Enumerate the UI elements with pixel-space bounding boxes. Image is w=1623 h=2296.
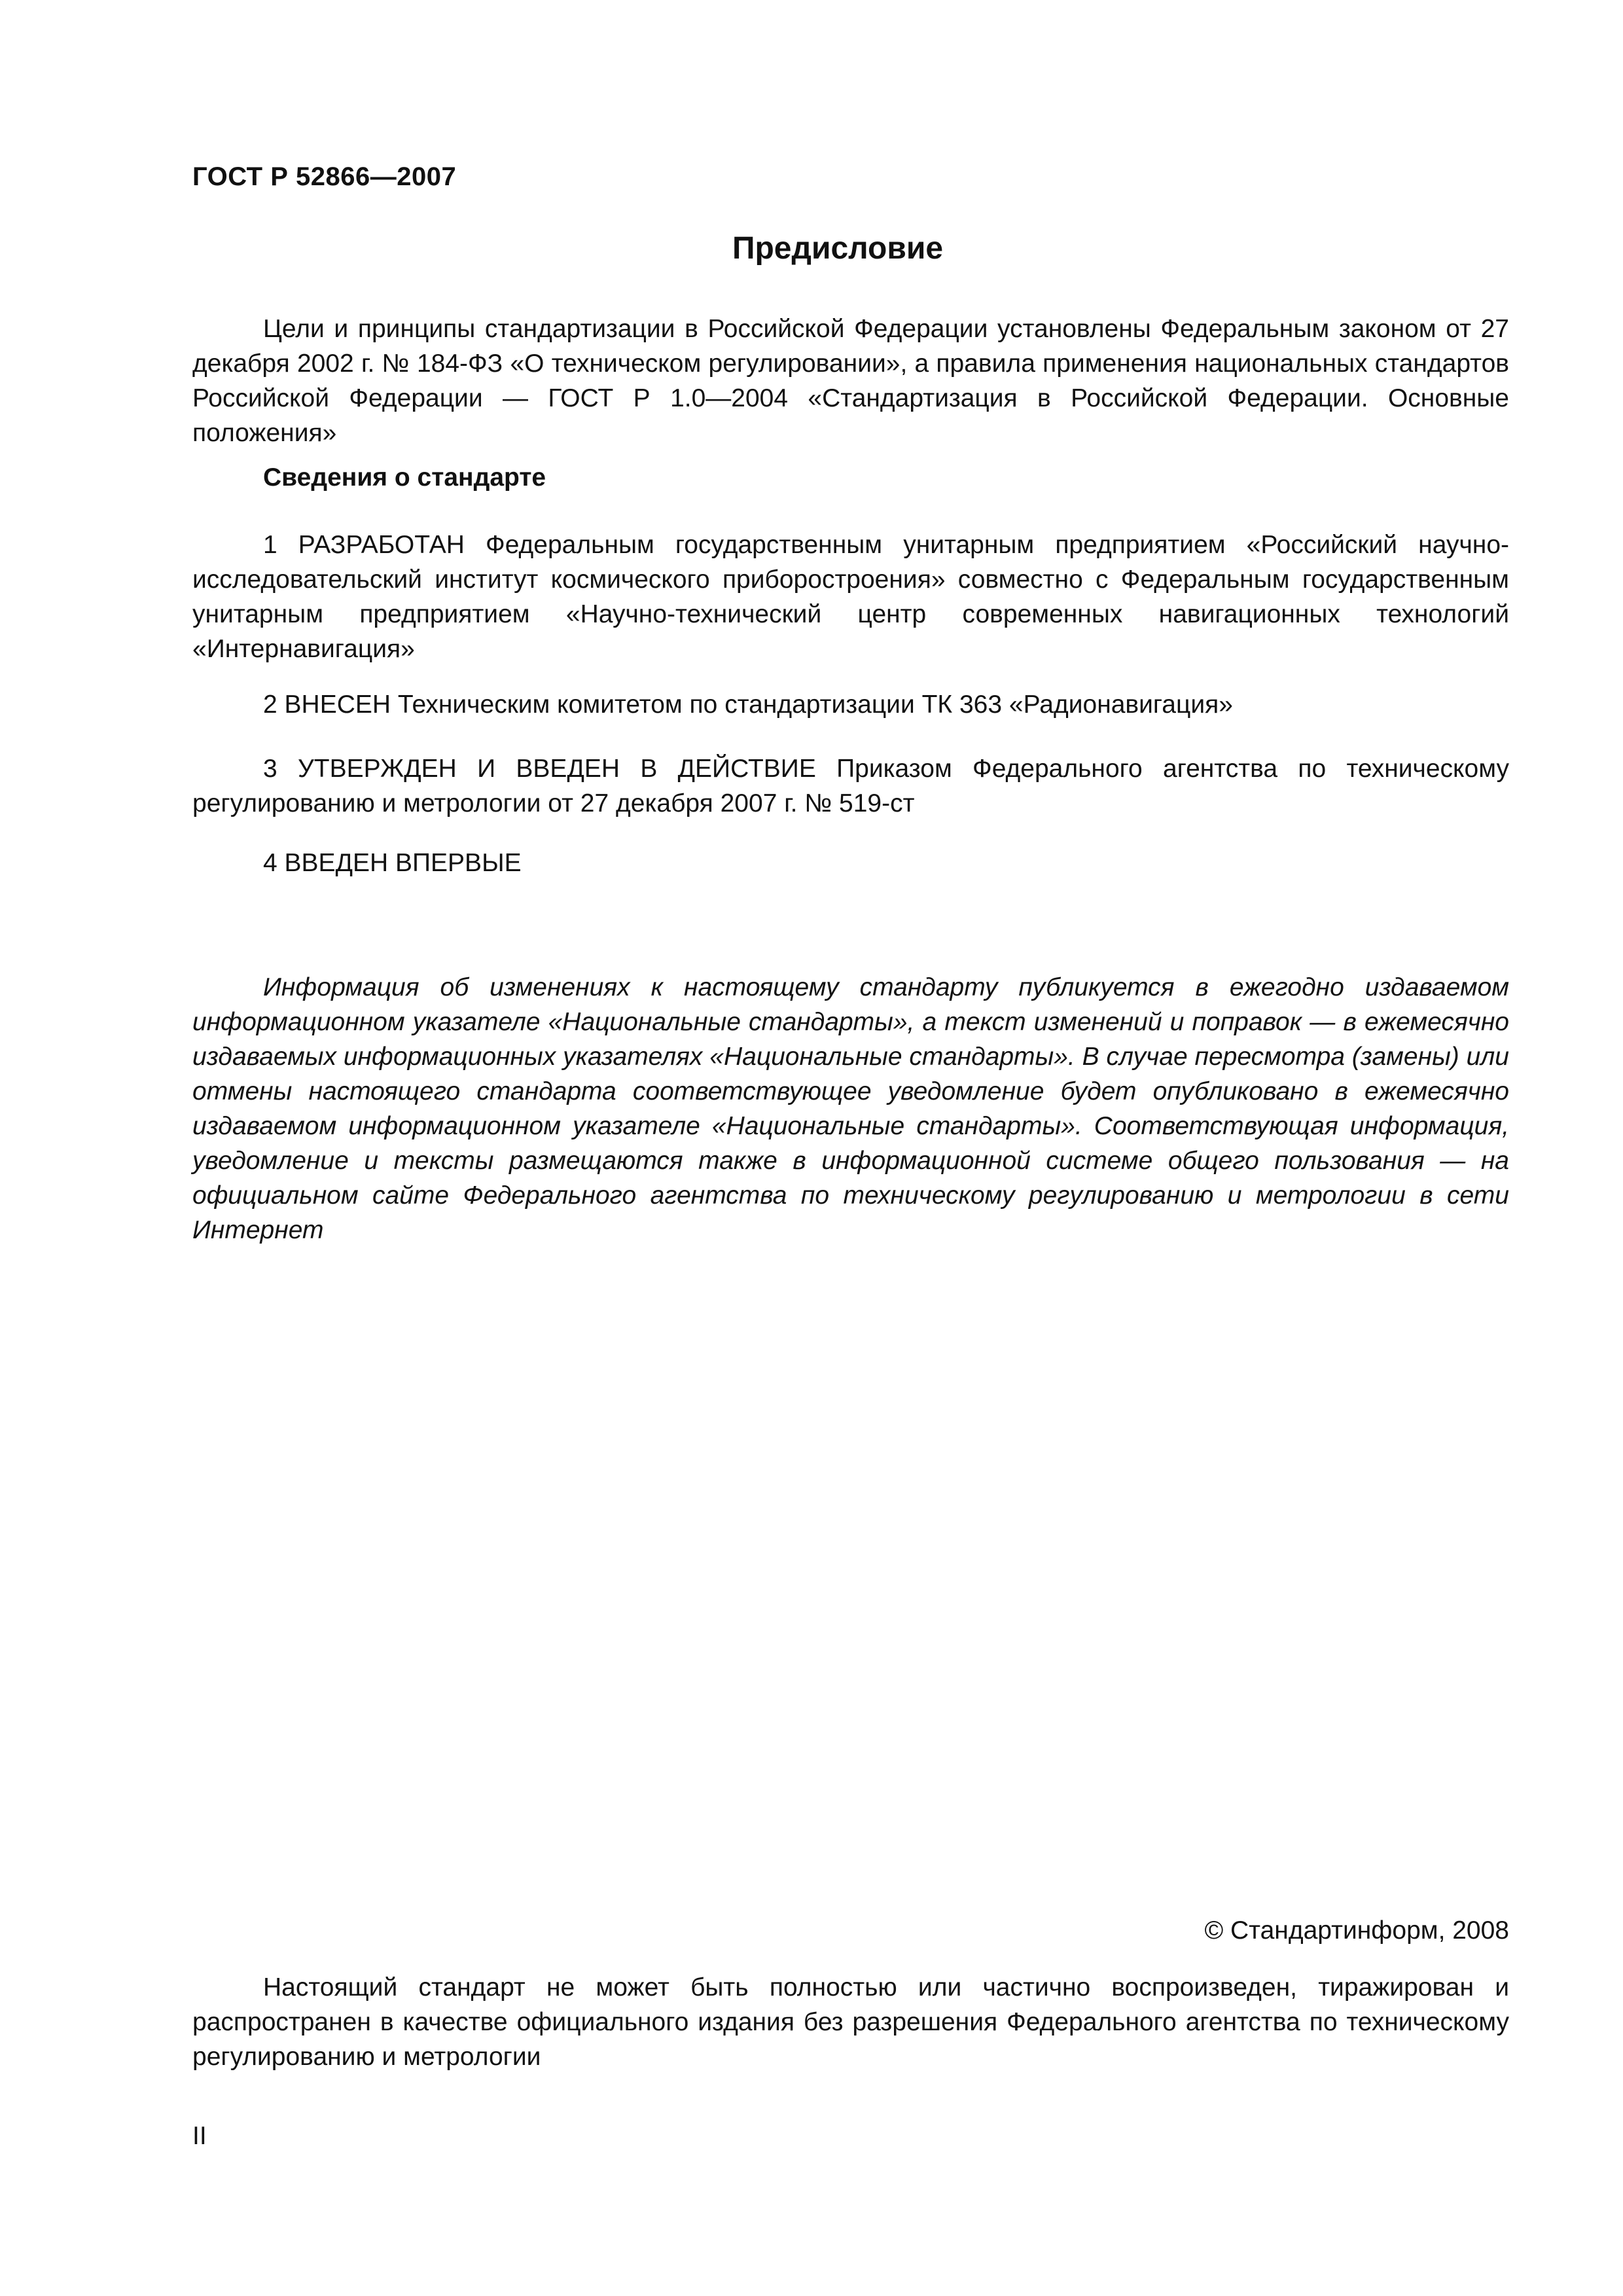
page-title: Предисловие (732, 231, 944, 266)
section-subheading: Сведения о стандарте (263, 463, 546, 492)
intro-paragraph: Цели и принципы стандартизации в Российской Федерации установлены Федеральным законом от 27 декабря 2002 г. № 184-ФЗ «О техническом регулировании», а правила применения национальных стандартов Российской Федерации — ГОСТ Р 1.0—2004 «Стандартизация в Российской Федерации. Основные положения» (192, 315, 1509, 447)
list-item: 3 УТВЕРЖДЕН И ВВЕДЕН В ДЕЙСТВИЕ Приказом Федерального агентства по техническому регулированию и метрологии от 27 декабря 2007 г. № 519-ст (192, 755, 1509, 817)
list-item: 1 РАЗРАБОТАН Федеральным государственным унитарным предприятием «Российский научно-исследовательский институт космического приборостроения» совместно с Федеральным государственным унитарным предприятием «Научно-технический центр современных навигационных технологий «Интернавигация» (192, 531, 1509, 663)
page-number: II (192, 2122, 207, 2150)
copyright-line: © Стандартинформ, 2008 (1204, 1916, 1509, 1945)
list-item: 2 ВНЕСЕН Техническим комитетом по стандартизации ТК 363 «Радионавигация» (263, 691, 1233, 719)
info-note: Информация об изменениях к настоящему стандарту публикуется в ежегодно издаваемом информационном указателе «Национальные стандарты», а текст изменений и поправок — в ежемесячно издаваемых информационных указателях «Национальные стандарты». В случае пересмотра (замены) или отмены настоящего стандарта соответствующее уведомление будет опубликовано в ежемесячно издаваемом информационном указателе «Национальные стандарты». Соответствующая информация, уведомление и тексты размещаются также в информационной системе общего пользования — на официальном сайте Федерального агентства по техническому регулированию и метрологии в сети Интернет (192, 973, 1509, 1244)
list-item: 4 ВВЕДЕН ВПЕРВЫЕ (263, 849, 522, 877)
document-header: ГОСТ Р 52866—2007 (192, 162, 457, 191)
reproduction-notice: Настоящий стандарт не может быть полностью или частично воспроизведен, тиражирован и распространен в качестве официального издания без разрешения Федерального агентства по техническому регулированию и метрологии (192, 1973, 1509, 2071)
